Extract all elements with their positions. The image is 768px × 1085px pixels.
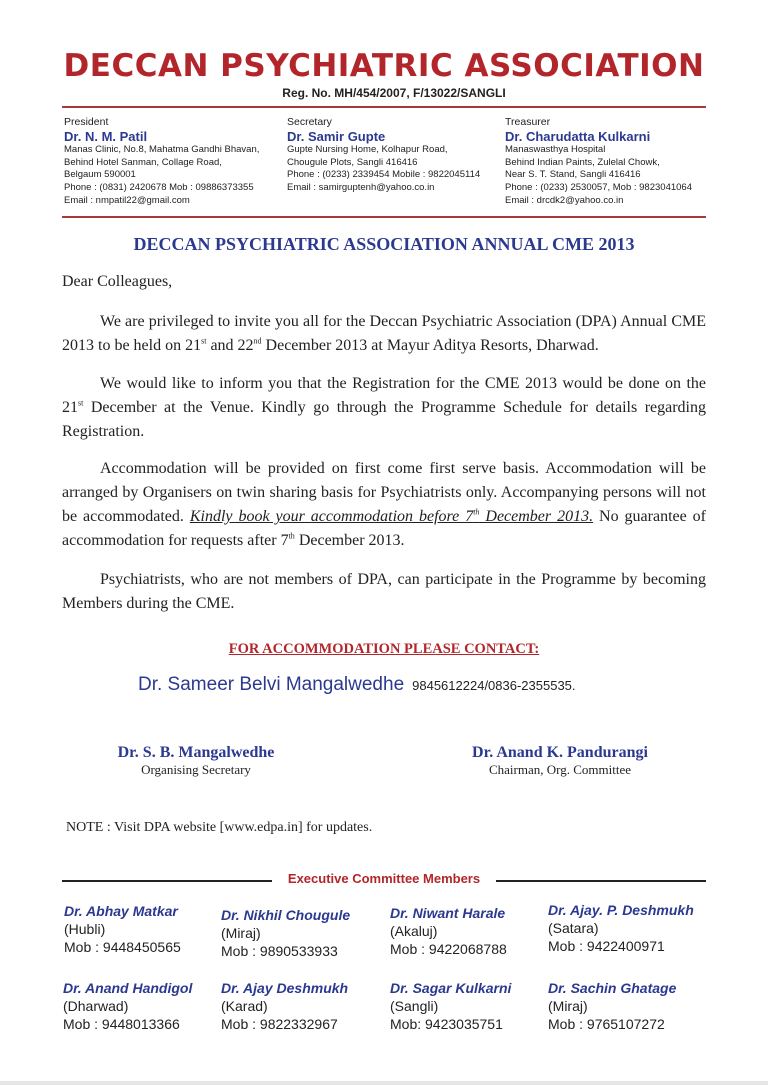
- member-card: [63, 979, 192, 1033]
- member-name: Dr. Anand Handigol: [63, 980, 193, 996]
- office-address-line: Manaswasthya Hospital: [505, 143, 606, 155]
- member-mobile: Mob : 9448013366: [63, 1016, 180, 1032]
- signatory-name: Dr. Anand K. Pandurangi: [472, 744, 648, 761]
- member-card: [548, 979, 676, 1033]
- member-place: (Satara): [548, 920, 599, 936]
- signatory-role: Chairman, Org. Committee: [488, 762, 632, 777]
- org-name: DECCAN PSYCHIATRIC ASSOCIATION: [63, 48, 705, 84]
- salutation: Dear Colleagues,: [62, 273, 173, 290]
- office-phone: Phone : (0233) 2530057, Mob : 9823041064: [505, 182, 692, 194]
- signatory-organising-secretary: [86, 744, 306, 778]
- signatory-name: Dr. S. B. Mangalwedhe: [117, 744, 275, 761]
- booking-deadline-note: Kindly book your accommodation before 7th December 2013.: [189, 507, 594, 525]
- office-email: Email : nmpatil22@gmail.com: [64, 194, 190, 206]
- page-bottom-edge: [0, 1081, 768, 1085]
- office-address-line: Manas Clinic, No.8, Mahatma Gandhi Bhavan,: [64, 143, 260, 155]
- member-place: (Hubli): [64, 921, 106, 937]
- member-name: Dr. Sagar Kulkarni: [390, 980, 512, 996]
- office-bearer-secretary: [287, 116, 480, 195]
- paragraph-membership: Psychiatrists, who are not members of DPA, can participate in the Programme by becoming Members during the CME.: [62, 571, 706, 612]
- member-mobile: Mob : 9765107272: [548, 1016, 665, 1032]
- member-card: [64, 902, 181, 956]
- office-name: Dr. Charudatta Kulkarni: [505, 128, 651, 144]
- member-name: Dr. Ajay. P. Deshmukh: [548, 902, 694, 918]
- office-address-line: Chougule Plots, Sangli 416416: [287, 156, 418, 168]
- signatory-chairman: [445, 744, 675, 778]
- member-place: (Sangli): [390, 998, 439, 1014]
- office-address-line: Belgaum 590001: [64, 169, 136, 181]
- office-address-line: Gupte Nursing Home, Kolhapur Road,: [287, 143, 448, 155]
- member-place: (Akaluj): [390, 923, 438, 939]
- office-phone: Phone : (0233) 2339454 Mobile : 9822045114: [287, 169, 481, 181]
- member-name: Dr. Nikhil Chougule: [221, 907, 351, 923]
- member-card: [390, 904, 507, 958]
- website-note: NOTE : Visit DPA website [www.edpa.in] for updates.: [66, 820, 373, 835]
- member-card: [548, 901, 694, 955]
- contact-name: Dr. Sameer Belvi Mangalwedhe: [138, 674, 405, 695]
- member-place: (Dharwad): [63, 998, 129, 1014]
- office-role: Secretary: [287, 116, 332, 128]
- member-mobile: Mob : 9890533933: [221, 943, 338, 959]
- office-bearer-president: [64, 116, 259, 208]
- member-mobile: Mob : 9822332967: [221, 1016, 338, 1032]
- office-address-line: Near S. T. Stand, Sangli 416416: [505, 169, 641, 181]
- member-name: Dr. Sachin Ghatage: [548, 980, 677, 996]
- paragraph-registration: We would like to inform you that the Registration for the CME 2013 would be done on the 21st December at the Venue. Kindly go through the Programme Schedule for details regarding Registration.: [62, 375, 706, 440]
- office-address-line: Behind Indian Paints, Zulelal Chowk,: [505, 156, 660, 168]
- paragraph-accommodation: Accommodation will be provided on first come first serve basis. Accommodation will be arranged by Organisers on twin sharing basis for Psychiatrists only. Accompanying persons will not be accommodated. Kindly book your accommodation before 7th December 2013. No guarantee of accommodation for requests after 7th December 2013.: [62, 460, 707, 549]
- member-mobile: Mob : 9422068788: [390, 941, 507, 957]
- office-name: Dr. Samir Gupte: [287, 128, 386, 144]
- member-place: (Miraj): [548, 998, 588, 1014]
- office-email: Email : samirguptenh@yahoo.co.in: [287, 182, 435, 194]
- header-top-rule: [62, 106, 706, 108]
- member-mobile: Mob : 9448450565: [64, 939, 181, 955]
- registration-number: Reg. No. MH/454/2007, F/13022/SANGLI: [282, 86, 506, 100]
- office-role: Treasurer: [505, 116, 551, 128]
- member-name: Dr. Abhay Matkar: [64, 903, 178, 919]
- member-card: [221, 979, 348, 1033]
- member-place: (Karad): [221, 998, 268, 1014]
- office-phone: Phone : (0831) 2420678 Mob : 09886373355: [64, 182, 254, 194]
- header-bottom-rule: [62, 216, 706, 218]
- signatory-role: Organising Secretary: [141, 762, 251, 777]
- contact-phones: 9845612224/0836-2355535.: [412, 678, 576, 693]
- member-name: Dr. Niwant Harale: [390, 905, 506, 921]
- member-card: [221, 906, 350, 960]
- executive-committee-heading: Executive Committee Members: [287, 871, 481, 886]
- office-name: Dr. N. M. Patil: [64, 128, 148, 144]
- office-bearer-treasurer: [505, 116, 692, 208]
- member-card: [390, 979, 511, 1033]
- contact-heading: FOR ACCOMMODATION PLEASE CONTACT:: [228, 641, 540, 657]
- office-role: President: [64, 116, 109, 128]
- member-mobile: Mob : 9422400971: [548, 938, 665, 954]
- member-name: Dr. Ajay Deshmukh: [221, 980, 349, 996]
- member-place: (Miraj): [221, 925, 261, 941]
- office-email: Email : drcdk2@yahoo.co.in: [505, 194, 624, 206]
- paragraph-invitation: We are privileged to invite you all for the Deccan Psychiatric Association (DPA) Annual CME 2013 to be held on 21st and 22nd December 2013 at Mayur Aditya Resorts, Dharwad.: [62, 313, 706, 354]
- member-mobile: Mob: 9423035751: [390, 1016, 503, 1032]
- office-address-line: Behind Hotel Sanman, Collage Road,: [64, 156, 222, 168]
- contact-line: [138, 674, 576, 696]
- letter-title: DECCAN PSYCHIATRIC ASSOCIATION ANNUAL CME 2013: [133, 234, 635, 254]
